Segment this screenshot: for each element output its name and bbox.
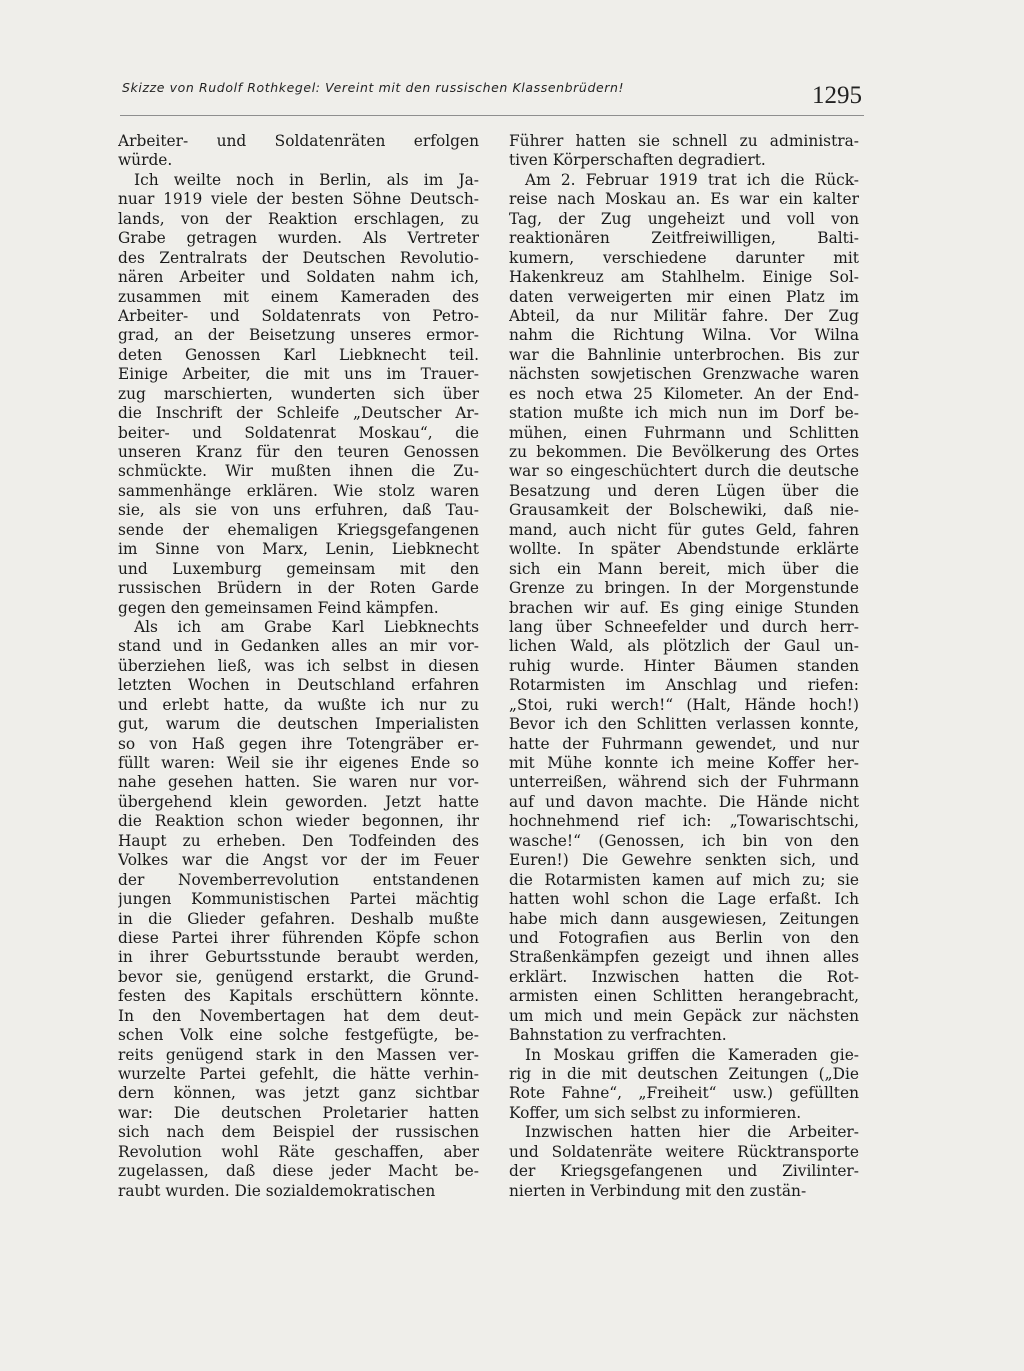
text-line: Abteil, da nur Militär fahre. Der Zug: [509, 306, 859, 325]
text-line: füllt waren: Weil sie ihr eigenes Ende so: [118, 754, 479, 772]
text-line: mand, auch nicht für gutes Geld, fahren: [509, 520, 859, 539]
text-line: Volkes war die Angst vor der im Feuer: [118, 851, 479, 870]
text-line: grad, an der Beisetzung unseres ermor-: [118, 326, 479, 345]
running-head-title: Skizze von Rudolf Rothkegel: Vereint mit den russischen Klassenbrüdern!: [122, 80, 625, 95]
text-line: ruhig wurde. Hinter Bäumen standen: [509, 656, 859, 675]
text-line: erklärt. Inzwischen hatten die Rot-: [509, 967, 859, 986]
text-line: und Soldatenräte weitere Rücktransporte: [509, 1142, 859, 1161]
text-line: unterreißen, während sich der Fuhrmann: [509, 773, 859, 792]
text-line: schen Volk eine solche festgefügte, be-: [118, 1026, 479, 1045]
text-line: war die Bahnlinie unterbrochen. Bis zur: [509, 345, 859, 364]
text-line: kumern, verschiedene darunter mit: [509, 248, 859, 267]
text-line: sich nach dem Beispiel der russischen: [118, 1123, 479, 1142]
text-line: wollte. In später Abendstunde erklärte: [509, 540, 859, 559]
text-line: armisten einen Schlitten herangebracht,: [509, 987, 859, 1006]
text-line: im Sinne von Marx, Lenin, Liebknecht: [118, 540, 479, 559]
text-line: deten Genossen Karl Liebknecht teil.: [118, 345, 479, 364]
text-line: Tag, der Zug ungeheizt und voll von: [509, 209, 859, 228]
text-line: die Inschrift der Schleife „Deutscher Ar-: [118, 404, 479, 423]
text-line: nächsten sowjetischen Grenzwache waren: [509, 365, 859, 384]
text-line: Grabe getragen wurden. Als Vertreter: [118, 229, 479, 248]
text-line: lands, von der Reaktion erschlagen, zu: [118, 209, 479, 228]
text-line: Am 2. Februar 1919 trat ich die Rück-: [525, 170, 859, 189]
text-line: Hakenkreuz am Stahlhelm. Einige Sol-: [509, 268, 859, 287]
text-line: der Novemberrevolution entstandenen: [118, 870, 479, 889]
text-line: des Zentralrats der Deutschen Revolutio-: [118, 248, 479, 267]
text-line: jungen Kommunistischen Partei mächtig: [118, 890, 479, 909]
text-line: zugelassen, daß diese jeder Macht be-: [118, 1162, 479, 1181]
text-line: Arbeiter- und Soldatenräten erfolgen: [118, 132, 479, 150]
text-line: beiter- und Soldatenrat Moskau“, die: [118, 423, 479, 442]
text-line: nierten in Verbindung mit den zustän-: [509, 1181, 807, 1200]
text-line: sammenhänge erklären. Wie stolz waren: [118, 481, 479, 500]
text-line: reits genügend stark in den Massen ver-: [118, 1045, 479, 1064]
text-line: würde.: [118, 151, 173, 170]
text-line: diese Partei ihrer führenden Köpfe schon: [118, 928, 479, 947]
text-line: station mußte ich mich nun im Dorf be-: [509, 404, 859, 423]
text-line: auf und davon machte. Die Hände nicht: [509, 792, 859, 811]
text-line: übergehend klein geworden. Jetzt hatte: [118, 792, 479, 811]
text-line: russischen Brüdern in der Roten Garde: [118, 579, 479, 598]
text-line: habe mich dann ausgewiesen, Zeitungen: [509, 909, 859, 928]
right-column: [509, 132, 859, 1201]
text-line: und Fotografien aus Berlin von den: [509, 928, 859, 947]
text-line: mit Mühe konnte ich meine Koffer her-: [509, 754, 859, 772]
text-line: nären Arbeiter und Soldaten nahm ich,: [118, 268, 479, 287]
text-line: hatten wohl schon die Lage erfaßt. Ich: [509, 890, 859, 909]
text-line: bevor sie, genügend erstarkt, die Grund-: [118, 967, 479, 986]
text-line: Euren!) Die Gewehre senkten sich, und: [509, 851, 859, 870]
text-line: zusammen mit einem Kameraden des: [118, 287, 479, 306]
text-line: Führer hatten sie schnell zu administra-: [509, 132, 859, 150]
text-line: In Moskau griffen die Kameraden gie-: [525, 1045, 859, 1064]
text-line: sende der ehemaligen Kriegsgefangenen: [118, 520, 479, 539]
text-line: Ich weilte noch in Berlin, als im Ja-: [134, 170, 479, 189]
text-line: so von Haß gegen ihre Totengräber er-: [118, 734, 479, 753]
text-line: gegen den gemeinsamen Feind kämpfen.: [118, 598, 439, 617]
text-line: reaktionären Zeitfreiwilligen, Balti-: [509, 229, 859, 248]
text-line: wurzelte Partei gefehlt, die hätte verhin-: [118, 1065, 479, 1083]
text-line: daten verweigerten mir einen Platz im: [509, 287, 859, 306]
text-line: Rotarmisten im Anschlag und riefen:: [509, 676, 859, 695]
text-line: reise nach Moskau an. Es war ein kalter: [509, 190, 859, 209]
text-line: Grenze zu bringen. In der Morgenstunde: [509, 579, 859, 598]
text-line: brachen wir auf. Es ging einige Stunden: [509, 598, 859, 617]
text-line: mühen, einen Fuhrmann und Schlitten: [509, 423, 859, 442]
text-line: die Reaktion schon wieder begonnen, ihr: [118, 812, 479, 831]
text-line: wasche!“ (Genossen, ich bin von den: [509, 831, 859, 850]
text-line: die Rotarmisten kamen auf mich zu; sie: [509, 870, 859, 889]
text-line: hatte der Fuhrmann gewendet, und nur: [509, 734, 859, 753]
text-line: nahe gesehen hatten. Sie waren nur vor-: [118, 773, 479, 792]
text-line: nuar 1919 viele der besten Söhne Deutsch-: [118, 190, 479, 209]
text-line: Als ich am Grabe Karl Liebknechts: [134, 617, 479, 636]
left-column: [118, 132, 479, 1201]
page-number: 1295: [812, 82, 862, 109]
text-line: Koffer, um sich selbst zu informieren.: [509, 1103, 802, 1122]
text-line: und erlebt hatte, da wußte ich nur zu: [118, 695, 479, 714]
text-line: und Luxemburg gemeinsam mit den: [118, 559, 479, 578]
text-line: Besatzung und deren Lügen über die: [509, 481, 859, 500]
text-line: In den Novembertagen hat dem deut-: [118, 1006, 479, 1025]
text-line: zu bekommen. Die Bevölkerung des Ortes: [509, 443, 859, 461]
text-line: sie, als sie von uns erfuhren, daß Tau-: [118, 501, 479, 520]
text-line: Grausamkeit der Bolschewiki, daß nie-: [509, 501, 859, 520]
text-line: dern können, was jetzt ganz sichtbar: [118, 1084, 479, 1103]
text-line: schmückte. Wir mußten ihnen die Zu-: [118, 462, 479, 481]
text-line: zug marschierten, wunderten sich über: [118, 384, 479, 403]
text-line: um mich und mein Gepäck zur nächsten: [509, 1006, 859, 1025]
header-rule: [120, 115, 864, 116]
text-line: raubt wurden. Die sozialdemokratischen: [118, 1181, 436, 1200]
text-line: war: Die deutschen Proletarier hatten: [118, 1103, 479, 1122]
text-line: stand und in Gedanken alles an mir vor-: [118, 637, 479, 656]
text-line: war so eingeschüchtert durch die deutsche: [509, 462, 859, 481]
text-line: tiven Körperschaften degradiert.: [509, 151, 766, 170]
text-line: hochnehmend rief ich: „Towarischtschi,: [509, 812, 859, 831]
text-line: Arbeiter- und Soldatenrats von Petro-: [118, 306, 479, 325]
text-line: „Stoi, ruki werch!“ (Halt, Hände hoch!): [509, 695, 859, 714]
text-line: Rote Fahne“, „Freiheit“ usw.) gefüllten: [509, 1084, 859, 1103]
text-line: Bahnstation zu verfrachten.: [509, 1026, 727, 1045]
text-line: gut, warum die deutschen Imperialisten: [118, 715, 479, 734]
text-line: Einige Arbeiter, die mit uns im Trauer-: [118, 365, 479, 384]
text-line: in ihrer Geburtsstunde beraubt werden,: [118, 948, 479, 967]
text-line: lang über Schneefelder und durch herr-: [509, 617, 859, 636]
text-line: festen des Kapitals erschüttern könnte.: [118, 987, 479, 1006]
text-line: lichen Wald, als plötzlich der Gaul un-: [509, 637, 859, 656]
text-line: nahm die Richtung Wilna. Vor Wilna: [509, 326, 859, 345]
text-line: unseren Kranz für den teuren Genossen: [118, 443, 479, 461]
text-line: Straßenkämpfen gezeigt und ihnen alles: [509, 948, 859, 967]
text-line: der Kriegsgefangenen und Zivilinter-: [509, 1162, 859, 1181]
text-line: überziehen ließ, was ich selbst in diesen: [118, 656, 479, 675]
text-line: rig in die mit deutschen Zeitungen („Die: [509, 1065, 859, 1083]
text-line: Inzwischen hatten hier die Arbeiter-: [525, 1123, 859, 1142]
text-line: Haupt zu erheben. Den Todfeinden des: [118, 831, 479, 850]
text-line: letzten Wochen in Deutschland erfahren: [118, 676, 479, 695]
text-line: Bevor ich den Schlitten verlassen konnte,: [509, 715, 859, 734]
text-line: es noch etwa 25 Kilometer. An der End-: [509, 384, 859, 403]
text-line: sich ein Mann bereit, mich über die: [509, 559, 859, 578]
text-line: Revolution wohl Räte geschaffen, aber: [118, 1142, 479, 1161]
text-line: in die Glieder gefahren. Deshalb mußte: [118, 909, 479, 928]
